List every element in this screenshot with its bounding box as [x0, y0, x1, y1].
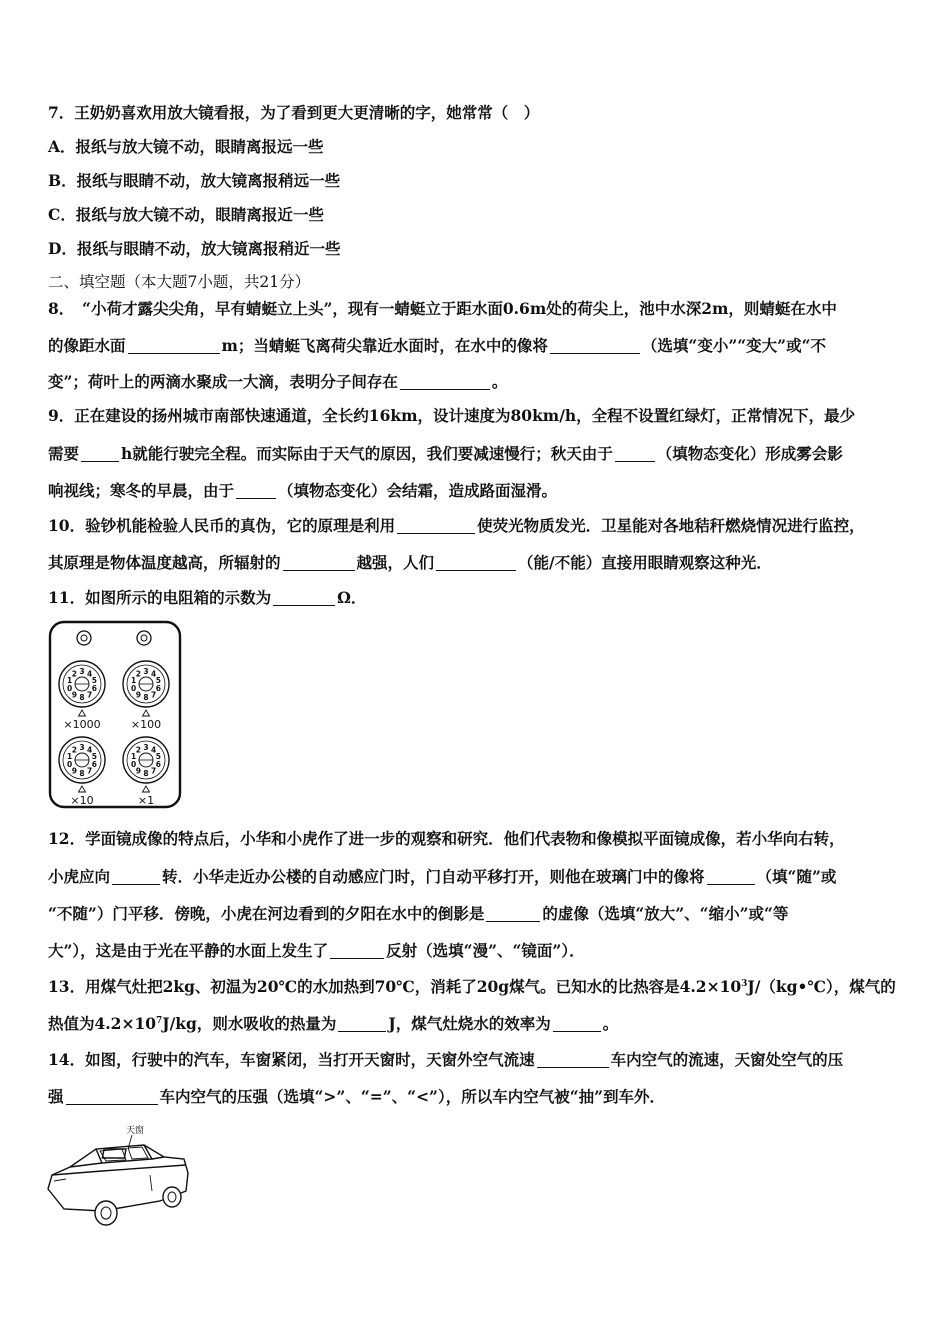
dial-digit: 5 [155, 752, 162, 761]
q9-text: 需要 [48, 444, 80, 463]
answer-blank[interactable] [283, 554, 355, 571]
answer-blank[interactable] [81, 445, 119, 462]
dial-digit: 8 [79, 769, 85, 778]
q13-text: 热值为4.2×10 [48, 1014, 157, 1033]
dial-digit: 0 [66, 760, 73, 769]
answer-blank[interactable] [486, 905, 540, 922]
car-wheel-rear [163, 1187, 181, 1207]
q9-line-2 [48, 444, 843, 464]
dial-digit: 6 [91, 760, 98, 769]
q13-text: J，煤气灶烧水的效率为 [388, 1014, 551, 1033]
q12-line-4 [48, 941, 585, 961]
q12-text: （填“随”或 [756, 867, 837, 886]
section-heading: 二、填空题（本大题7小题，共21分） [48, 273, 311, 291]
answer-blank[interactable] [397, 517, 475, 534]
q10-text: 10．验钞机能检验人民币的真伪，它的原理是利用 [48, 516, 396, 535]
dial-digit: 8 [79, 693, 85, 702]
q8-text: 。 [491, 372, 508, 391]
dial-multiplier-label: ×1 [137, 794, 155, 807]
answer-blank[interactable] [330, 942, 384, 959]
q9-line-1: 9．正在建设的扬州城市南部快速通道，全长约16km，设计速度为80km/h，全程不设置红绿灯，正常情况下，最少 [48, 406, 856, 425]
dial-digit: 9 [71, 766, 78, 776]
dial-digit: 7 [86, 766, 93, 776]
q12-text: 小虎应向 [48, 867, 111, 886]
dial-digit: 3 [143, 667, 149, 676]
sunroof-label: 天窗 [126, 1126, 145, 1136]
dial-digit: 2 [135, 669, 142, 679]
q11-text: Ω． [337, 588, 367, 607]
q8-text: m；当蜻蜓飞离荷尖靠近水面时，在水中的像将 [221, 336, 548, 355]
q12-text: “不随”）门平移．傍晚，小虎在河边看到的夕阳在水中的倒影是 [48, 904, 485, 923]
dial-digit: 7 [150, 690, 157, 700]
answer-blank[interactable] [66, 1088, 158, 1105]
dial-digit: 3 [79, 667, 85, 676]
q8-text: 的像距水面 [48, 336, 126, 355]
q13-text: 13．用煤气灶把2kg、初温为20℃的水加热到70℃，消耗了20g煤气。已知水的比热容是4.2×10 [48, 977, 742, 996]
dial-digit: 1 [66, 752, 73, 761]
answer-blank[interactable] [273, 589, 335, 606]
dial-digit: 0 [66, 684, 73, 693]
q8-line-1: 8． “小荷才露尖尖角，早有蜻蜓立上头”，现有一蜻蜓立于距水面0.6m处的荷尖上，池中水深2m，则蜻蜓在水中 [48, 299, 837, 318]
dial-digit: 4 [86, 669, 93, 679]
q13-text: J/（kg•℃），煤气的 [747, 977, 896, 996]
q7-option-a: A．报纸与放大镜不动，眼睛离报远一些 [48, 137, 324, 156]
dial-multiplier-label: ×10 [70, 794, 94, 807]
dial-digit: 4 [150, 669, 157, 679]
dial-digit: 1 [66, 676, 73, 685]
dial-multiplier-label: ×1000 [63, 718, 101, 731]
q14-text: 14．如图，行驶中的汽车，车窗紧闭，当打开天窗时，天窗外空气流速 [48, 1050, 535, 1069]
dial-digit: 5 [91, 676, 98, 685]
q8-line-2 [48, 336, 826, 356]
dial-digit: 2 [71, 669, 78, 679]
q10-line-1 [48, 516, 865, 536]
dial-digit: 2 [71, 745, 78, 755]
answer-blank[interactable] [112, 868, 160, 885]
q7-option-b: B．报纸与眼睛不动，放大镜离报稍远一些 [48, 171, 341, 190]
dial-digit: 1 [130, 676, 137, 685]
q12-text: 转．小华走近办公楼的自动感应门时，门自动平移打开，则他在玻璃门中的像将 [162, 867, 705, 886]
q13-exponent: 3 [741, 979, 748, 989]
q14-line-1 [48, 1050, 843, 1070]
dial-digit: 0 [130, 684, 137, 693]
dial-digit: 6 [155, 684, 162, 693]
q8-text: （选填“变小”“变大”或“不 [641, 336, 827, 355]
q9-text: （填物态变化）会结霜，造成路面湿滑。 [278, 481, 558, 500]
dial-digit: 7 [86, 690, 93, 700]
dial-digit: 8 [143, 769, 149, 778]
answer-blank[interactable] [436, 554, 516, 571]
q9-line-3 [48, 481, 557, 501]
q12-line-2 [48, 867, 836, 887]
q12-text: 的虚像（选填“放大”、“缩小”或“等 [542, 904, 789, 923]
q8-text: 变”；荷叶上的两滴水聚成一大滴，表明分子间存在 [48, 372, 398, 391]
dial-digit: 0 [130, 760, 137, 769]
q13-line-2 [48, 1014, 618, 1034]
dial-digit: 4 [150, 745, 157, 755]
answer-blank[interactable] [338, 1015, 386, 1032]
q11-text: 11．如图所示的电阻箱的示数为 [48, 588, 272, 607]
q10-text: （能/不能）直接用眼睛观察这种光． [518, 553, 772, 572]
q13-text: J/kg，则水吸收的热量为 [162, 1014, 337, 1033]
dial-digit: 6 [155, 760, 162, 769]
q12-text: 反射（选填“漫”、“镜面”）． [386, 941, 585, 960]
dial-digit: 1 [130, 752, 137, 761]
q10-text: 使荧光物质发光．卫星能对各地秸秆燃烧情况进行监控， [477, 516, 865, 535]
q7-option-d: D．报纸与眼睛不动，放大镜离报稍近一些 [48, 239, 341, 258]
q11-line-1 [48, 588, 366, 608]
q10-text: 其原理是物体温度越高，所辐射的 [48, 553, 281, 572]
answer-blank[interactable] [537, 1051, 609, 1068]
answer-blank[interactable] [553, 1015, 601, 1032]
dial-digit: 7 [150, 766, 157, 776]
answer-blank[interactable] [550, 337, 640, 354]
dial-digit: 4 [86, 745, 93, 755]
answer-blank[interactable] [615, 445, 655, 462]
q9-text: 响视线；寒冬的早晨，由于 [48, 481, 235, 500]
q14-text: 车内空气的压强（选填“>”、“=”、“<”），所以车内空气被“抽”到车外． [159, 1087, 666, 1106]
answer-blank[interactable] [707, 868, 755, 885]
resistance-box-figure [48, 620, 183, 810]
dial-digit: 9 [135, 766, 142, 776]
q10-text: 越强，人们 [356, 553, 435, 572]
q13-text: 。 [602, 1014, 619, 1033]
car-figure [40, 1115, 200, 1235]
dial-digit: 8 [143, 693, 149, 702]
q8-line-3 [48, 372, 507, 392]
dial-digit: 2 [135, 745, 142, 755]
answer-blank[interactable] [128, 337, 220, 354]
q9-text: h就能行驶完全程。而实际由于天气的原因，我们要减速慢行；秋天由于 [121, 444, 613, 463]
q14-line-2 [48, 1087, 665, 1107]
answer-blank[interactable] [236, 482, 276, 499]
dial-digit: 5 [155, 676, 162, 685]
dial-digit: 6 [91, 684, 98, 693]
q14-text: 强 [48, 1087, 64, 1106]
dial-digit: 3 [79, 743, 85, 752]
q14-text: 车内空气的流速，天窗处空气的压 [610, 1050, 844, 1069]
q12-text: 大”），这是由于光在平静的水面上发生了 [48, 941, 329, 960]
q13-line-1 [48, 977, 896, 997]
dial-digit: 9 [135, 690, 142, 700]
dial-multiplier-label: ×100 [130, 718, 162, 731]
q12-line-3 [48, 904, 788, 924]
car-wheel-front [95, 1201, 117, 1225]
answer-blank[interactable] [400, 373, 490, 390]
q7-option-c: C．报纸与放大镜不动，眼睛离报近一些 [48, 205, 324, 224]
q9-text: （填物态变化）形成雾会影 [656, 444, 843, 463]
q7-stem: 7．王奶奶喜欢用放大镜看报，为了看到更大更清晰的字，她常常（ ） [48, 103, 540, 122]
dial-digit: 3 [143, 743, 149, 752]
q10-line-2 [48, 553, 772, 573]
q12-line-1: 12．学面镜成像的特点后，小华和小虎作了进一步的观察和研究．他们代表物和像模拟平面镜成像，若小华向右转， [48, 829, 845, 848]
dial-digit: 5 [91, 752, 98, 761]
dial-digit: 9 [71, 690, 78, 700]
q13-exponent: 7 [156, 1016, 163, 1026]
